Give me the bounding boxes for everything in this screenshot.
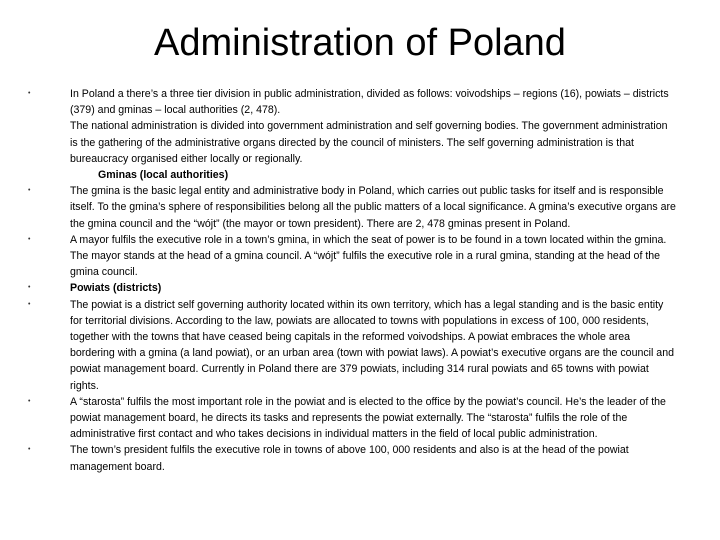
paragraph: The national administration is divided into government administration and self governing bodies. The government administration is the gathering of the administrative organs directed by the council of ministers. The self governing administration is that bureaucracy organised either locally or regionally.	[70, 120, 668, 165]
list-item	[28, 86, 676, 183]
bullet-icon: •	[28, 90, 31, 97]
list-item	[28, 297, 676, 394]
list-item	[28, 394, 676, 443]
section-heading: Gminas (local authorities)	[98, 169, 229, 182]
paragraph: The town’s president fulfils the executive role in towns of above 100, 000 residents and also is at the head of the powiat management board.	[70, 444, 629, 473]
list-item	[28, 280, 676, 296]
bullet-icon: •	[28, 187, 31, 195]
slide-title: Administration of Poland	[154, 22, 566, 64]
bullet-list	[28, 86, 676, 475]
bullet-icon: •	[28, 235, 31, 243]
bullet-icon: •	[28, 397, 31, 405]
list-item	[28, 232, 676, 281]
paragraph: The gmina is the basic legal entity and administrative body in Poland, which carries out public tasks for itself and is responsible itself. To the gmina’s sphere of responsibilities belong all the public matters of a local significance. A gmina’s executive organs are the gmina council and the “wójt” (the mayor or town president). There are 2, 478 gminas present in Poland.	[70, 185, 676, 230]
bullet-icon: •	[28, 284, 31, 292]
list-item	[28, 442, 676, 474]
list-item	[28, 183, 676, 232]
paragraph: A “starosta” fulfils the most important role in the powiat and is elected to the office by the powiat’s council. He’s the leader of the powiat management board, he directs its tasks and represents the powiat externally. The “starosta” fulfils the role of the administrative first contact and who takes decisions in individual matters in the field of local public administration.	[70, 395, 666, 441]
paragraph: In Poland a there’s a three tier division in public administration, divided as follows: voivodships – regions (16), powiats – districts (379) and gminas – local authorities (2, 478).	[70, 88, 669, 117]
paragraph: A mayor fulfils the executive role in a town’s gmina, in which the seat of power is to be found in a town located within the gmina. The mayor stands at the head of a gmina council. A “wójt” fulfils the executive role in a rural gmina, standing at the head of the gmina council.	[70, 233, 667, 279]
paragraph: The powiat is a district self governing authority located within its own territory, which has a legal standing and is the basic entity for territorial divisions. According to the law, powiats are allocated to towns with populations in excess of 100, 000 residents, together with the towns that have ceased being capitals in the reformed voivodships. A powiat embraces the whole area bordering with a gmina (a land powiat), or an urban area (town with powiat laws). A powiat’s executive organs are the council and powiat management board. Currently in Poland there are 379 powiats, including 314 rural powiats and 65 towns with powiat rights.	[70, 298, 674, 392]
bullet-icon: •	[28, 300, 31, 308]
bullet-icon: •	[28, 446, 31, 454]
section-heading: Powiats (districts)	[70, 282, 162, 295]
